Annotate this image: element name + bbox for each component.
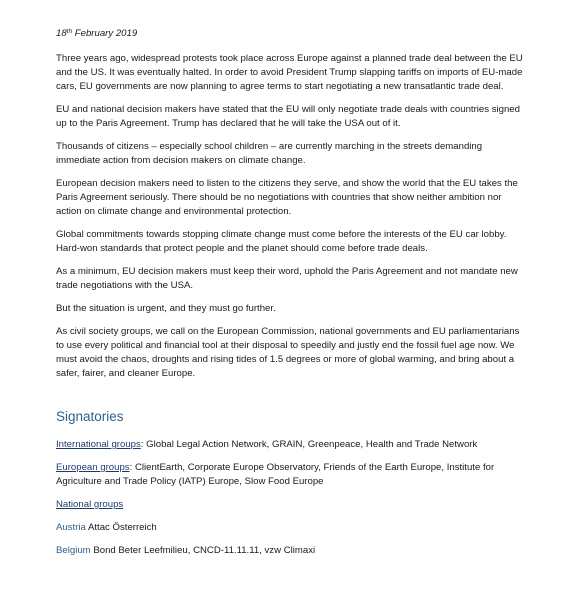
european-groups-line xyxy=(56,461,528,489)
belgium-line xyxy=(56,544,528,558)
letter-date xyxy=(56,27,528,41)
belgium-groups-list: Bond Beter Leefmilieu, CNCD-11.11.11, vzw Climaxi xyxy=(90,545,316,556)
international-groups-link[interactable]: International groups xyxy=(56,439,141,450)
international-groups-list: : Global Legal Action Network, GRAIN, Greenpeace, Health and Trade Network xyxy=(140,439,478,450)
paragraph: As a minimum, EU decision makers must keep their word, uphold the Paris Agreement and not mandate new trade negotiations with the USA. xyxy=(56,266,518,291)
paragraph: EU and national decision makers have stated that the EU will only negotiate trade deals with countries signed up to the Paris Agreement. Trump has declared that he will take the USA out of it. xyxy=(56,104,520,129)
national-groups-link[interactable]: National groups xyxy=(56,499,124,510)
paragraph: But the situation is urgent, and they must go further. xyxy=(56,303,276,314)
letter-body xyxy=(56,27,528,567)
country-belgium: Belgium xyxy=(56,545,91,556)
paragraph: European decision makers need to listen to the citizens they serve, and show the world that the EU takes the Paris Agreement seriously. There should be no negotiations with countries that show neither ambition nor action on climate change and environmental protection. xyxy=(56,178,518,217)
paragraph: Three years ago, widespread protests took place across Europe against a planned trade deal between the EU and the US. It was eventually halted. In order to avoid President Trump slapping tariffs on imports of EU-made cars, EU governments are now planning to agree terms to start negotiating a new transatlantic trade deal. xyxy=(56,53,523,92)
austria-line xyxy=(56,521,528,535)
date-suffix: th xyxy=(66,28,73,35)
paragraph: As civil society groups, we call on the European Commission, national governments and EU parliamentarians to use every political and financial tool at their disposal to speedily and justly end the fossil fuel age now. We must avoid the chaos, droughts and rising tides of 1.5 degrees or more of global warming, and bring about a safer, fairer, and cleaner Europe. xyxy=(56,326,520,379)
european-groups-list: : ClientEarth, Corporate Europe Observatory, Friends of the Earth Europe, Institute for Agriculture and Trade Policy (IATP) Europe, Slow Food Europe xyxy=(56,462,495,487)
paragraph: Global commitments towards stopping climate change must come before the interests of the EU car lobby. Hard-won standards that protect people and the planet should come before trade deals. xyxy=(56,229,507,254)
paragraph: Thousands of citizens – especially school children – are currently marching in the streets demanding immediate action from decision makers on climate change. xyxy=(56,141,483,166)
country-austria: Austria xyxy=(56,522,86,533)
signatories-heading: Signatories xyxy=(56,409,124,424)
national-groups-line xyxy=(56,498,528,512)
date-day: 18 xyxy=(56,28,67,39)
date-rest: February 2019 xyxy=(72,28,138,39)
austria-groups-list: Attac Österreich xyxy=(85,522,157,533)
international-groups-line xyxy=(56,438,528,452)
european-groups-link[interactable]: European groups xyxy=(56,462,130,473)
